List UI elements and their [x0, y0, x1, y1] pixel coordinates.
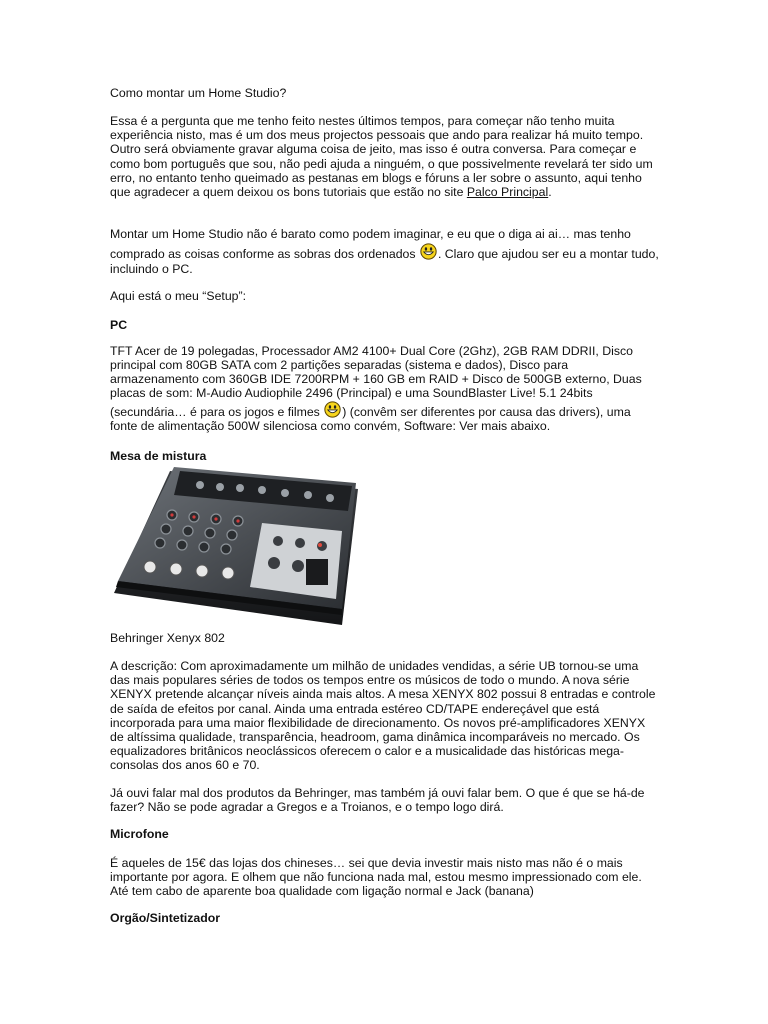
- cost-paragraph: [110, 227, 660, 278]
- intro-paragraph: [110, 114, 660, 199]
- microphone-paragraph: É aqueles de 15€ das lojas dos chineses… sei que devia investir mais nisto mas não é o mais importante por agora. E olhem que não funciona nada mal, estou mesmo impressionado com ele. Até tem cabo de aparente boa qualidade com ligação normal e Jack (banana): [110, 856, 642, 899]
- mixer-caption: Behringer Xenyx 802: [110, 631, 225, 645]
- palco-principal-link[interactable]: Palco Principal: [466, 185, 549, 200]
- intro-text: Essa é a pergunta que me tenho feito nestes últimos tempos, para começar não tenho muita experiência nisto, mas é um dos meus projectos pessoais que ando para realizar há muito tempo. Outro será obviamente gravar alguma coisa de jeito, mas isso é outra conversa. Para começar e como bom português que sou, não pedi ajuda a ninguém, o que possivelmente revelará ter sido um erro, no entanto tenho queimado as pestanas em blogs e fóruns a ler sobre o assunto, aqui tenho que agradecer a quem deixou os bons tutoriais que estão no site: [110, 114, 653, 200]
- organ-heading: Orgão/Sintetizador: [110, 911, 220, 925]
- mixer-description: A descrição: Com aproximadamente um milhão de unidades vendidas, a série UB tornou-se uma das mais populares séries de todos os tempos entre os músicos de todo o mundo. A nova série XENYX pretende alcançar níveis ainda mais altos. A mesa XENYX 802 possui 8 entradas e controle de saída de efeitos por canal. Ainda uma entrada estéreo CD/TAPE endereçável que está incorporada para uma maior flexibilidade de direcionamento. Os novos pré-amplificadores XENYX de altíssima qualidade, transparência, headroom, gama dinâmica incomparáveis no mercado. Os equalizadores britânicos neoclássicos oferecem o calor e a musicalidade das históricas mega-consolas dos anos 60 e 70.: [110, 659, 656, 773]
- setup-intro: Aqui está o meu “Setup”:: [110, 289, 247, 303]
- intro-end: .: [548, 185, 552, 200]
- page-title: Como montar um Home Studio?: [110, 86, 287, 100]
- pc-text-a: TFT Acer de 19 polegadas, Processador AM2 4100+ Dual Core (2Ghz), 2GB RAM DDRII, Disco principal com 80GB SATA com 2 partições separadas (sistema e dados), Disco para armazenamento com 360GB IDE 7200RPM + 160 GB em RAID + Disco de 500GB externo, Duas placas de som: M-Audio Audiophile 2496 (Principal) e uma SoundBlaster Live! 5.1 24bits (secundária… é para os jogos e filmes: [110, 344, 642, 419]
- pc-text-b: ) (convêm ser diferentes por causa das drivers), uma fonte de alimentação 500W silenciosa como convém, Software: Ver mais abaixo.: [110, 404, 631, 433]
- microphone-heading: Microfone: [110, 827, 169, 841]
- cost-text-b: . Claro que ajudou ser eu a montar tudo, incluindo o PC.: [110, 246, 659, 276]
- behringer-paragraph: Já ouvi falar mal dos produtos da Behringer, mas também já ouvi falar bem. O que é que se há-de fazer? Não se pode agradar a Gregos e a Troianos, e o tempo logo dirá.: [110, 786, 645, 815]
- pc-heading: PC: [110, 318, 128, 332]
- pc-paragraph: [110, 345, 660, 433]
- grinning-smiley-icon: [420, 243, 437, 260]
- grinning-smiley-icon: [324, 401, 341, 418]
- mixer-photo: [110, 463, 361, 633]
- mixer-heading: Mesa de mistura: [110, 449, 207, 463]
- cost-text-a: Montar um Home Studio não é barato como podem imaginar, e eu que o diga ai ai… mas tenho comprado as coisas conforme as sobras dos ordenados: [110, 227, 631, 261]
